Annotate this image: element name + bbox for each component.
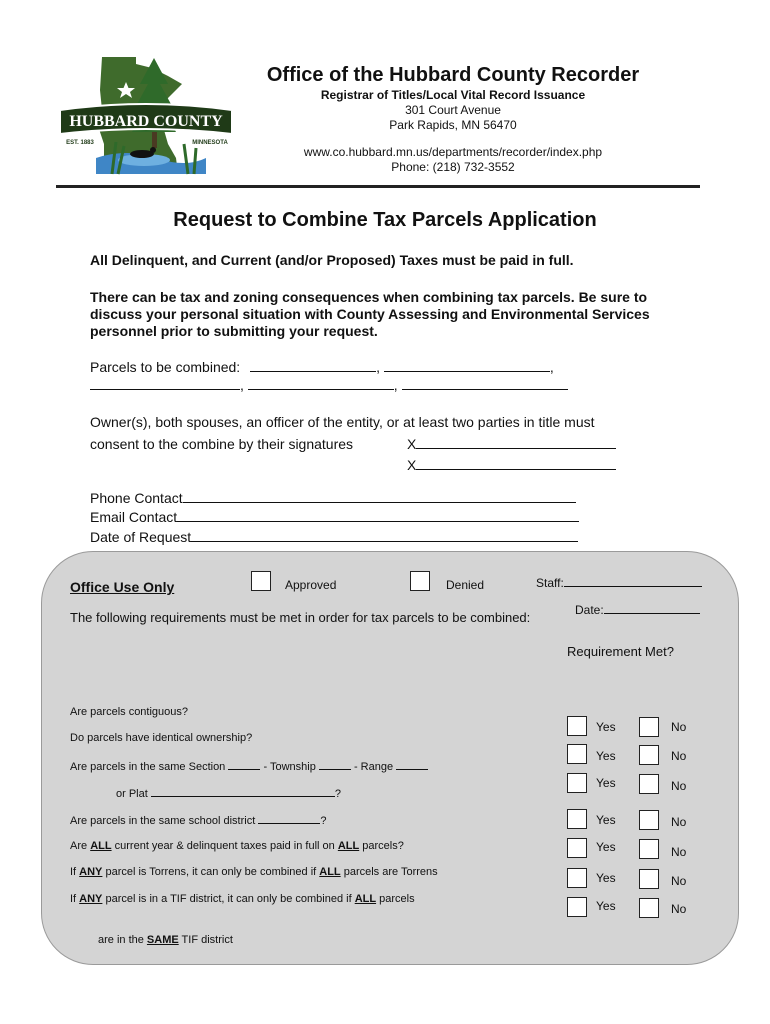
no-checkbox-torrens[interactable] <box>639 869 659 889</box>
question-torrens <box>70 866 438 878</box>
q-taxes-5: parcels? <box>359 840 404 852</box>
yes-checkbox-ownership[interactable] <box>567 744 587 764</box>
township-field[interactable] <box>319 760 351 770</box>
parcel-field-1[interactable] <box>250 359 376 372</box>
denied-label: Denied <box>446 578 485 592</box>
date-of-request-row <box>90 528 578 545</box>
question-range-text: - Range <box>353 761 394 773</box>
yes-checkbox-school[interactable] <box>567 809 587 829</box>
question-tif <box>70 893 415 905</box>
no-checkbox-section[interactable] <box>639 774 659 794</box>
yes-label-contiguous: Yes <box>596 720 616 734</box>
yes-checkbox-torrens[interactable] <box>567 868 587 888</box>
question-section <box>70 760 428 773</box>
yes-checkbox-section[interactable] <box>567 773 587 793</box>
no-checkbox-tif[interactable] <box>639 898 659 918</box>
logo-established: EST. 1883 <box>66 140 94 146</box>
office-phone: Phone: (218) 732-3552 <box>391 160 515 174</box>
q-taxes-4: ALL <box>337 840 360 852</box>
q-tif-1: If <box>70 893 80 905</box>
phone-contact-field[interactable] <box>183 489 576 503</box>
no-label-torrens: No <box>671 874 687 888</box>
denied-checkbox[interactable] <box>410 571 430 591</box>
question-plat-text: or Plat <box>116 788 148 800</box>
question-school-mark: ? <box>320 815 327 827</box>
no-checkbox-contiguous[interactable] <box>639 717 659 737</box>
parcels-row-1: Parcels to be combined: , , <box>90 359 554 375</box>
logo-county-name: HUBBARD COUNTY <box>69 113 223 130</box>
q-tif2-3: TIF district <box>178 934 233 946</box>
range-field[interactable] <box>396 760 428 770</box>
office-date-row <box>575 602 700 617</box>
parcels-label: Parcels to be combined: <box>90 359 241 375</box>
q-tif-3: parcel is in a TIF district, it can only be combined if <box>102 893 355 905</box>
approved-checkbox[interactable] <box>251 571 271 591</box>
consequences-notice: There can be tax and zoning consequences when combining tax parcels. Be sure to discuss your personal situation with County Assessing and Environmental Services personnel prior to submitting your request. <box>90 289 650 339</box>
q-tif-2: ANY <box>79 893 103 905</box>
q-torrens-5: parcels are Torrens <box>340 866 438 878</box>
question-tif-continued <box>98 934 233 946</box>
no-label-ownership: No <box>671 749 687 763</box>
yes-checkbox-contiguous[interactable] <box>567 716 587 736</box>
signature-field-2[interactable] <box>416 456 616 470</box>
no-label-tif: No <box>671 902 687 916</box>
signature-mark-1: X <box>407 436 417 452</box>
yes-label-taxes: Yes <box>596 840 616 854</box>
yes-label-torrens: Yes <box>596 871 616 885</box>
question-plat-mark: ? <box>334 788 341 800</box>
phone-contact-label: Phone Contact <box>90 490 183 506</box>
office-title: Office of the Hubbard County Recorder <box>266 64 640 86</box>
address-line-2: Park Rapids, MN 56470 <box>389 118 517 132</box>
staff-field[interactable] <box>564 575 702 587</box>
parcel-field-3[interactable] <box>90 377 240 390</box>
q-tif2-2: SAME <box>146 934 179 946</box>
question-contiguous: Are parcels contiguous? <box>70 706 189 718</box>
date-of-request-label: Date of Request <box>90 529 192 545</box>
owners-consent-text-2: consent to the combine by their signatures <box>90 436 354 452</box>
q-tif2-1: are in the <box>98 934 147 946</box>
signature-mark-2: X <box>407 457 417 473</box>
website-url: www.co.hubbard.mn.us/departments/recorder/index.php <box>303 145 603 159</box>
email-contact-row <box>90 508 579 525</box>
q-torrens-2: ANY <box>79 866 103 878</box>
phone-contact-row <box>90 489 576 506</box>
question-ownership: Do parcels have identical ownership? <box>70 732 253 744</box>
requirements-intro: The following requirements must be met in order for tax parcels to be combined: <box>70 610 531 625</box>
date-of-request-field[interactable] <box>191 528 578 542</box>
question-taxes <box>70 840 404 852</box>
parcels-row-2: , , <box>90 377 568 393</box>
school-district-field[interactable] <box>258 814 320 824</box>
no-label-taxes: No <box>671 845 687 859</box>
no-checkbox-taxes[interactable] <box>639 839 659 859</box>
yes-checkbox-taxes[interactable] <box>567 838 587 858</box>
q-taxes-1: Are <box>70 840 91 852</box>
address-line-1: 301 Court Avenue <box>405 103 501 117</box>
signature-row-2 <box>407 456 616 473</box>
section-field[interactable] <box>228 760 260 770</box>
no-label-section: No <box>671 779 687 793</box>
no-label-contiguous: No <box>671 720 687 734</box>
parcel-field-4[interactable] <box>248 377 394 390</box>
q-torrens-4: ALL <box>319 866 341 878</box>
owners-consent-text: Owner(s), both spouses, an officer of the entity, or at least two parties in title must <box>90 414 595 430</box>
signature-field-1[interactable] <box>416 435 616 449</box>
staff-label: Staff: <box>536 576 564 590</box>
header-divider <box>56 185 700 188</box>
no-checkbox-school[interactable] <box>639 810 659 830</box>
requirement-met-heading: Requirement Met? <box>567 644 674 659</box>
taxes-notice: All Delinquent, and Current (and/or Proposed) Taxes must be paid in full. <box>90 252 574 268</box>
owners-consent-row <box>90 435 616 452</box>
yes-label-ownership: Yes <box>596 749 616 763</box>
office-subtitle: Registrar of Titles/Local Vital Record Issuance <box>320 88 586 102</box>
yes-label-section: Yes <box>596 776 616 790</box>
office-use-title: Office Use Only <box>70 579 175 595</box>
parcel-field-2[interactable] <box>384 359 550 372</box>
yes-label-tif: Yes <box>596 899 616 913</box>
email-contact-field[interactable] <box>177 508 579 522</box>
question-school <box>70 814 326 827</box>
question-section-text: Are parcels in the same Section <box>70 761 226 773</box>
no-label-school: No <box>671 815 687 829</box>
q-torrens-3: parcel is Torrens, it can only be combined if <box>102 866 320 878</box>
office-date-label: Date: <box>575 603 604 617</box>
q-taxes-2: ALL <box>90 840 112 852</box>
yes-label-school: Yes <box>596 813 616 827</box>
q-tif-5: parcels <box>376 893 415 905</box>
question-school-text: Are parcels in the same school district <box>70 815 256 827</box>
document-title: Request to Combine Tax Parcels Application <box>173 209 597 231</box>
q-torrens-1: If <box>70 866 80 878</box>
logo-state: MINNESOTA <box>192 140 228 146</box>
approved-label: Approved <box>285 578 337 592</box>
plat-field[interactable] <box>151 787 335 797</box>
office-date-field[interactable] <box>604 602 700 614</box>
q-taxes-3: current year & delinquent taxes paid in full on <box>111 840 338 852</box>
q-tif-4: ALL <box>354 893 377 905</box>
yes-checkbox-tif[interactable] <box>567 897 587 917</box>
email-contact-label: Email Contact <box>90 509 178 525</box>
no-checkbox-ownership[interactable] <box>639 745 659 765</box>
staff-row <box>536 575 702 590</box>
question-township-text: - Township <box>263 761 316 773</box>
question-plat <box>116 787 341 800</box>
parcel-field-5[interactable] <box>402 377 568 390</box>
